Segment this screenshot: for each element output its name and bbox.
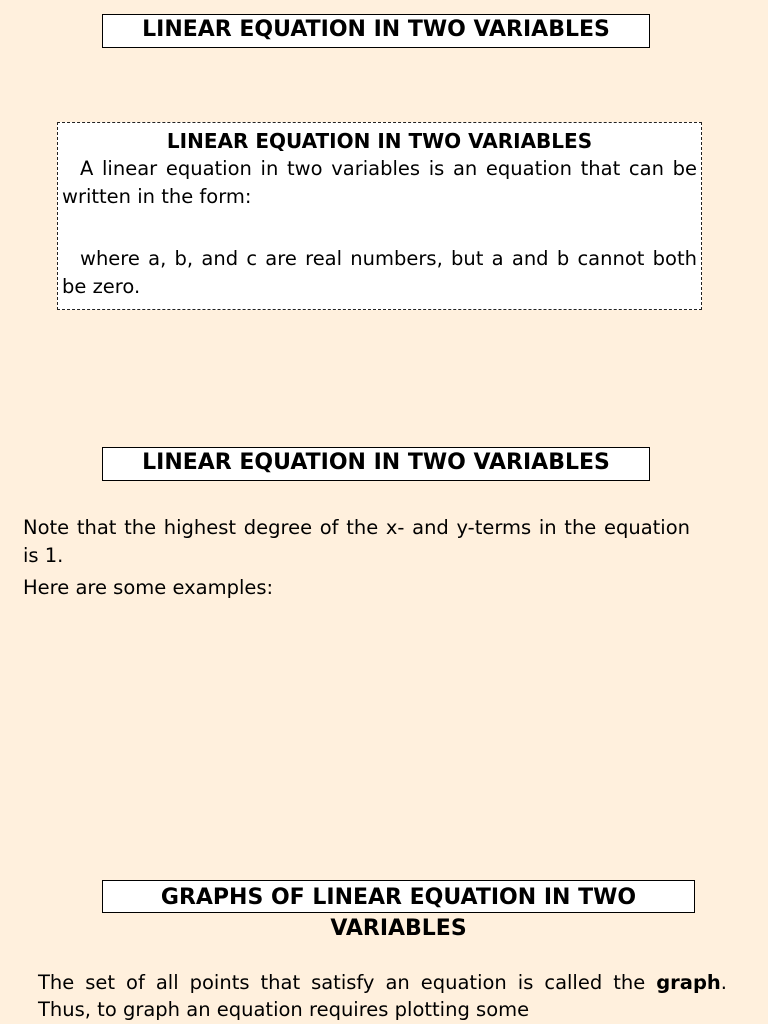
graph-paragraph-lead: The set of all points that satisfy an equation is called the <box>38 971 657 994</box>
graph-paragraph-rest: . Thus, to graph an equation requires plotting some <box>38 971 727 1021</box>
slide3-title-line-2: VARIABLES <box>102 913 695 945</box>
definition-box <box>57 122 702 310</box>
degree-note: Note that the highest degree of the x- and y-terms in the equation is 1. <box>23 516 690 567</box>
slide3-title <box>102 880 695 941</box>
slide1-title <box>102 14 650 48</box>
slide2-title-text: LINEAR EQUATION IN TWO VARIABLES <box>142 450 610 475</box>
definition-heading: LINEAR EQUATION IN TWO VARIABLES <box>166 129 593 153</box>
definition-paragraph-1: A linear equation in two variables is an equation that can be written in the form: <box>62 157 697 208</box>
graph-paragraph <box>38 970 727 1023</box>
slide3-title-line-1: GRAPHS OF LINEAR EQUATION IN TWO <box>160 885 637 910</box>
definition-paragraph-2: where a, b, and c are real numbers, but a and b cannot both be zero. <box>62 247 697 298</box>
examples-intro: Here are some examples: <box>23 576 274 599</box>
slide1-title-text: LINEAR EQUATION IN TWO VARIABLES <box>142 17 610 42</box>
slide2-title <box>102 447 650 481</box>
graph-term: graph <box>656 971 721 994</box>
